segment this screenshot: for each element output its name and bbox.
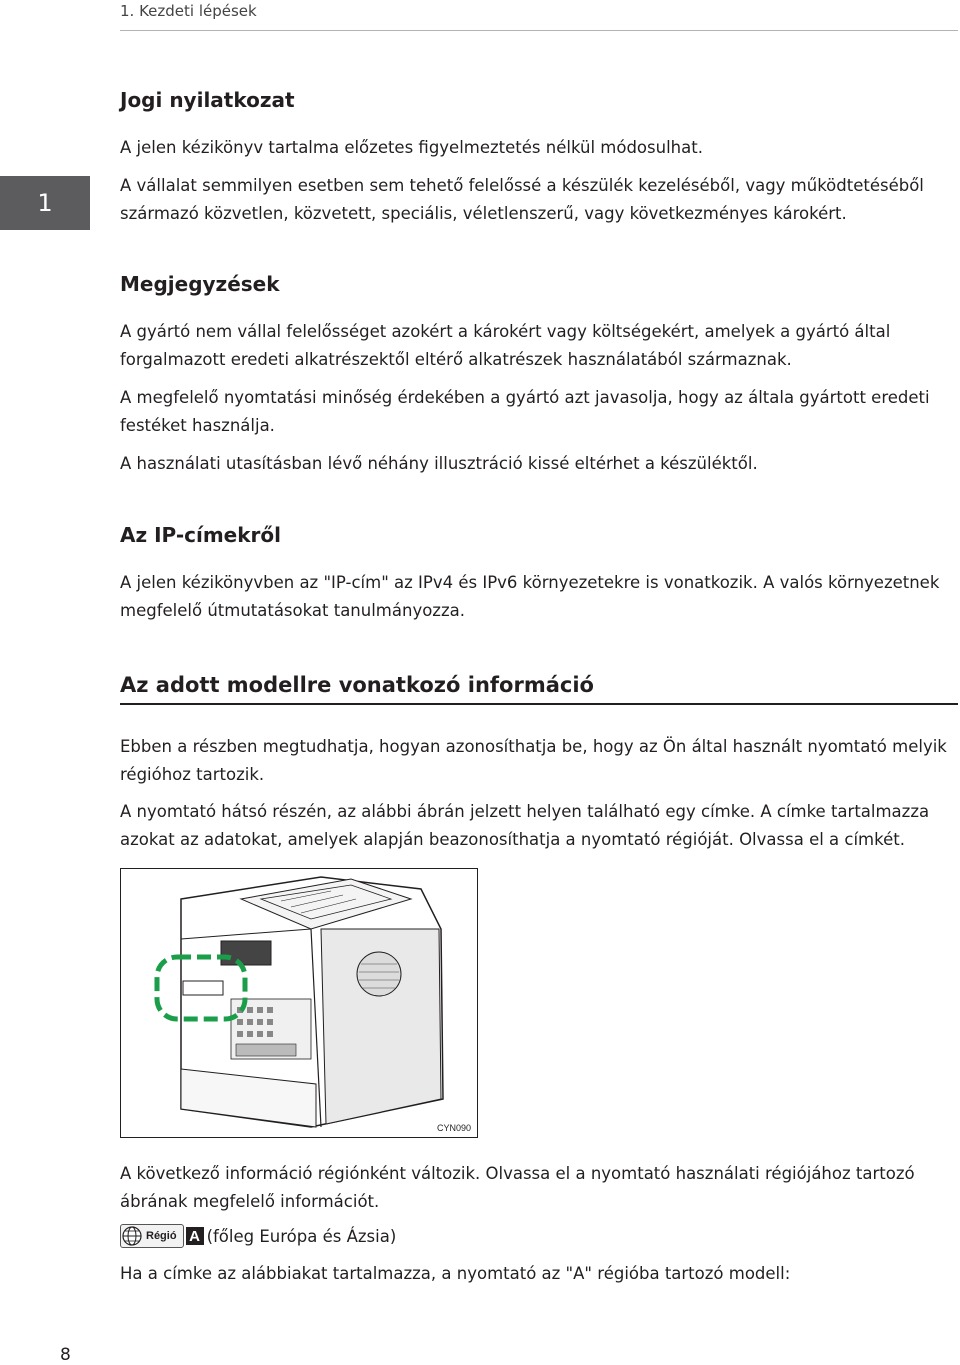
page-number: 8 <box>60 1345 71 1365</box>
region-badge-letter: A <box>186 1227 204 1245</box>
notes-paragraph-1: A gyártó nem vállal felelősséget azokért a károkért vagy költségekért, amelyek a gyártó által forgalmazott eredeti alkatrészektől eltérő alkatrészek használatából származnak. <box>120 322 891 369</box>
header-divider <box>120 30 958 31</box>
region-line <box>120 1224 396 1248</box>
region-badge-word: Régió <box>146 1230 177 1242</box>
globe-icon <box>121 1225 143 1247</box>
region-caption: (főleg Európa és Ázsia) <box>206 1226 397 1246</box>
region-badge <box>120 1224 184 1248</box>
ip-heading: Az IP-címekről <box>120 523 282 547</box>
notes-paragraph-2: A megfelelő nyomtatási minőség érdekében a gyártó azt javasolja, hogy az általa gyártott eredeti festéket használja. <box>120 388 930 435</box>
chapter-tab: 1 <box>0 176 90 230</box>
model-paragraph-1: Ebben a részben megtudhatja, hogyan azonosíthatja be, hogy az Ön által használt nyomtató melyik régióhoz tartozik. <box>120 737 947 784</box>
legal-heading: Jogi nyilatkozat <box>120 88 295 112</box>
running-header: 1. Kezdeti lépések <box>120 2 257 20</box>
model-paragraph-4: Ha a címke az alábbiakat tartalmazza, a nyomtató az "A" régióba tartozó modell: <box>120 1264 791 1283</box>
ip-paragraph-1: A jelen kézikönyvben az "IP-cím" az IPv4 és IPv6 környezetekre is vonatkozik. A valós környezetnek megfelelő útmutatásokat tanulmányozza. <box>120 573 940 620</box>
legal-paragraph-2: A vállalat semmilyen esetben sem tehető felelőssé a készülék kezeléséből, vagy működtetéséből származó közvetlen, közvetett, speciális, véletlenszerű, vagy következményes károkért. <box>120 176 924 223</box>
printer-drawing <box>121 869 477 1137</box>
model-heading: Az adott modellre vonatkozó információ <box>120 673 958 705</box>
notes-heading: Megjegyzések <box>120 272 280 296</box>
legal-paragraph-1: A jelen kézikönyv tartalma előzetes figyelmeztetés nélkül módosulhat. <box>120 138 703 157</box>
model-paragraph-3: A következő információ régiónként változik. Olvassa el a nyomtató használati régiójához tartozó ábrának megfelelő információt. <box>120 1164 915 1211</box>
notes-paragraph-3: A használati utasításban lévő néhány illusztráció kissé eltérhet a készüléktől. <box>120 454 758 473</box>
printer-illustration <box>120 868 478 1138</box>
model-paragraph-2: A nyomtató hátsó részén, az alábbi ábrán jelzett helyen található egy címke. A címke tartalmazza azokat az adatokat, amelyek alapján beazonosíthatja a nyomtató régióját. Olvassa el a címkét. <box>120 802 930 849</box>
figure-code: CYN090 <box>436 1123 471 1133</box>
